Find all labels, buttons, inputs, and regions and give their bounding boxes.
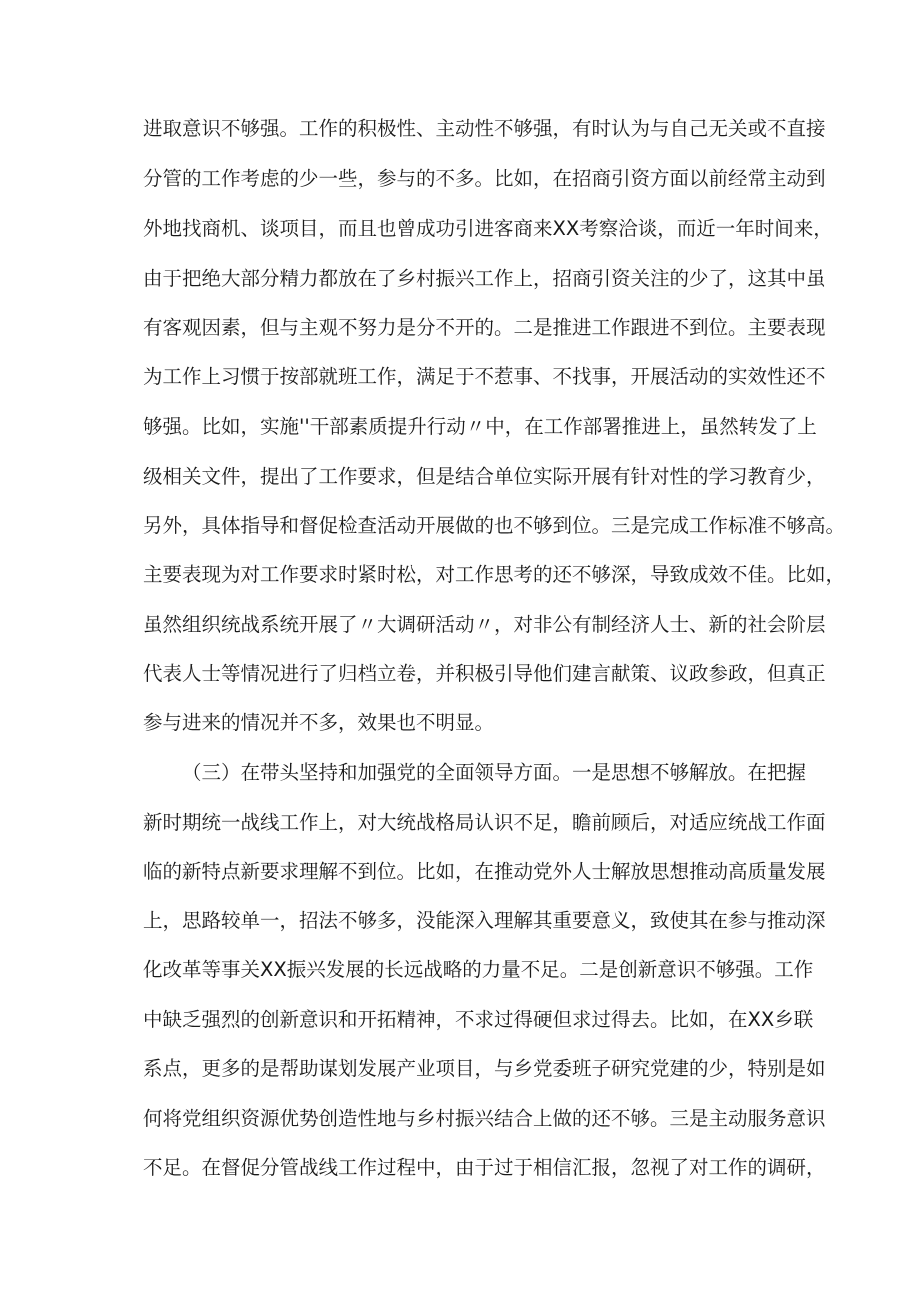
text-line: 外地找商机、谈项目，而且也曾成功引进客商来XX考察洽谈，而近一年时间来， xyxy=(143,217,833,240)
text-line: 级相关文件，提出了工作要求，但是结合单位实际开展有针对性的学习教育少， xyxy=(143,465,826,488)
text-line: 有客观因素，但与主观不努力是分不开的。二是推进工作跟进不到位。主要表现 xyxy=(143,316,826,339)
text-line: 虽然组织统战系统开展了〃大调研活动〃，对非公有制经济人士、新的社会阶层 xyxy=(143,613,826,636)
text-line: 系点，更多的是帮助谋划发展产业项目，与乡党委班子研究党建的少，特别是如 xyxy=(143,1057,826,1080)
text-line: 上，思路较单一，招法不够多，没能深入理解其重要意义，致使其在参与推动深 xyxy=(143,909,826,932)
text-line: 代表人士等情况进行了归档立卷，并积极引导他们建言献策、议政参政，但真正 xyxy=(143,662,826,685)
text-line: 另外，具体指导和督促检查活动开展做的也不够到位。三是完成工作标准不够高。 xyxy=(143,514,846,537)
text-line: 何将党组织资源优势创造性地与乡村振兴结合上做的还不够。三是主动服务意识 xyxy=(143,1107,826,1130)
text-line: 中缺乏强烈的创新意识和开拓精神，不求过得硬但求过得去。比如，在XX乡联 xyxy=(143,1008,814,1031)
text-line: 主要表现为对工作要求时紧时松，对工作思考的还不够深，导致成效不佳。比如， xyxy=(143,563,846,586)
text-line: 临的新特点新要求理解不到位。比如，在推动党外人士解放思想推动高质量发展 xyxy=(143,860,826,883)
text-line: 够强。比如，实施''干部素质提升行动〃中，在工作部署推进上，虽然转发了上 xyxy=(143,415,817,438)
text-line: 化改革等事关XX振兴发展的长远战略的力量不足。二是创新意识不够强。工作 xyxy=(143,958,814,981)
section-heading-line: （三）在带头坚持和加强党的全面领导方面。一是思想不够解放。在把握 xyxy=(182,761,807,784)
text-line: 为工作上习惯于按部就班工作，满足于不惹事、不找事，开展活动的实效性还不 xyxy=(143,365,826,388)
paragraph-end-line: 参与进来的情况并不多，效果也不明显。 xyxy=(143,711,495,734)
text-line: 由于把绝大部分精力都放在了乡村振兴工作上，招商引资关注的少了，这其中虽 xyxy=(143,267,826,290)
text-line: 分管的工作考虑的少一些，参与的不多。比如，在招商引资方面以前经常主动到 xyxy=(143,167,826,190)
text-line: 进取意识不够强。工作的积极性、主动性不够强，有时认为与自己无关或不直接 xyxy=(143,117,826,140)
text-line: 不足。在督促分管战线工作过程中，由于过于相信汇报，忽视了对工作的调研， xyxy=(143,1156,826,1179)
text-line: 新时期统一战线工作上，对大统战格局认识不足，瞻前顾后，对适应统战工作面 xyxy=(143,811,826,834)
